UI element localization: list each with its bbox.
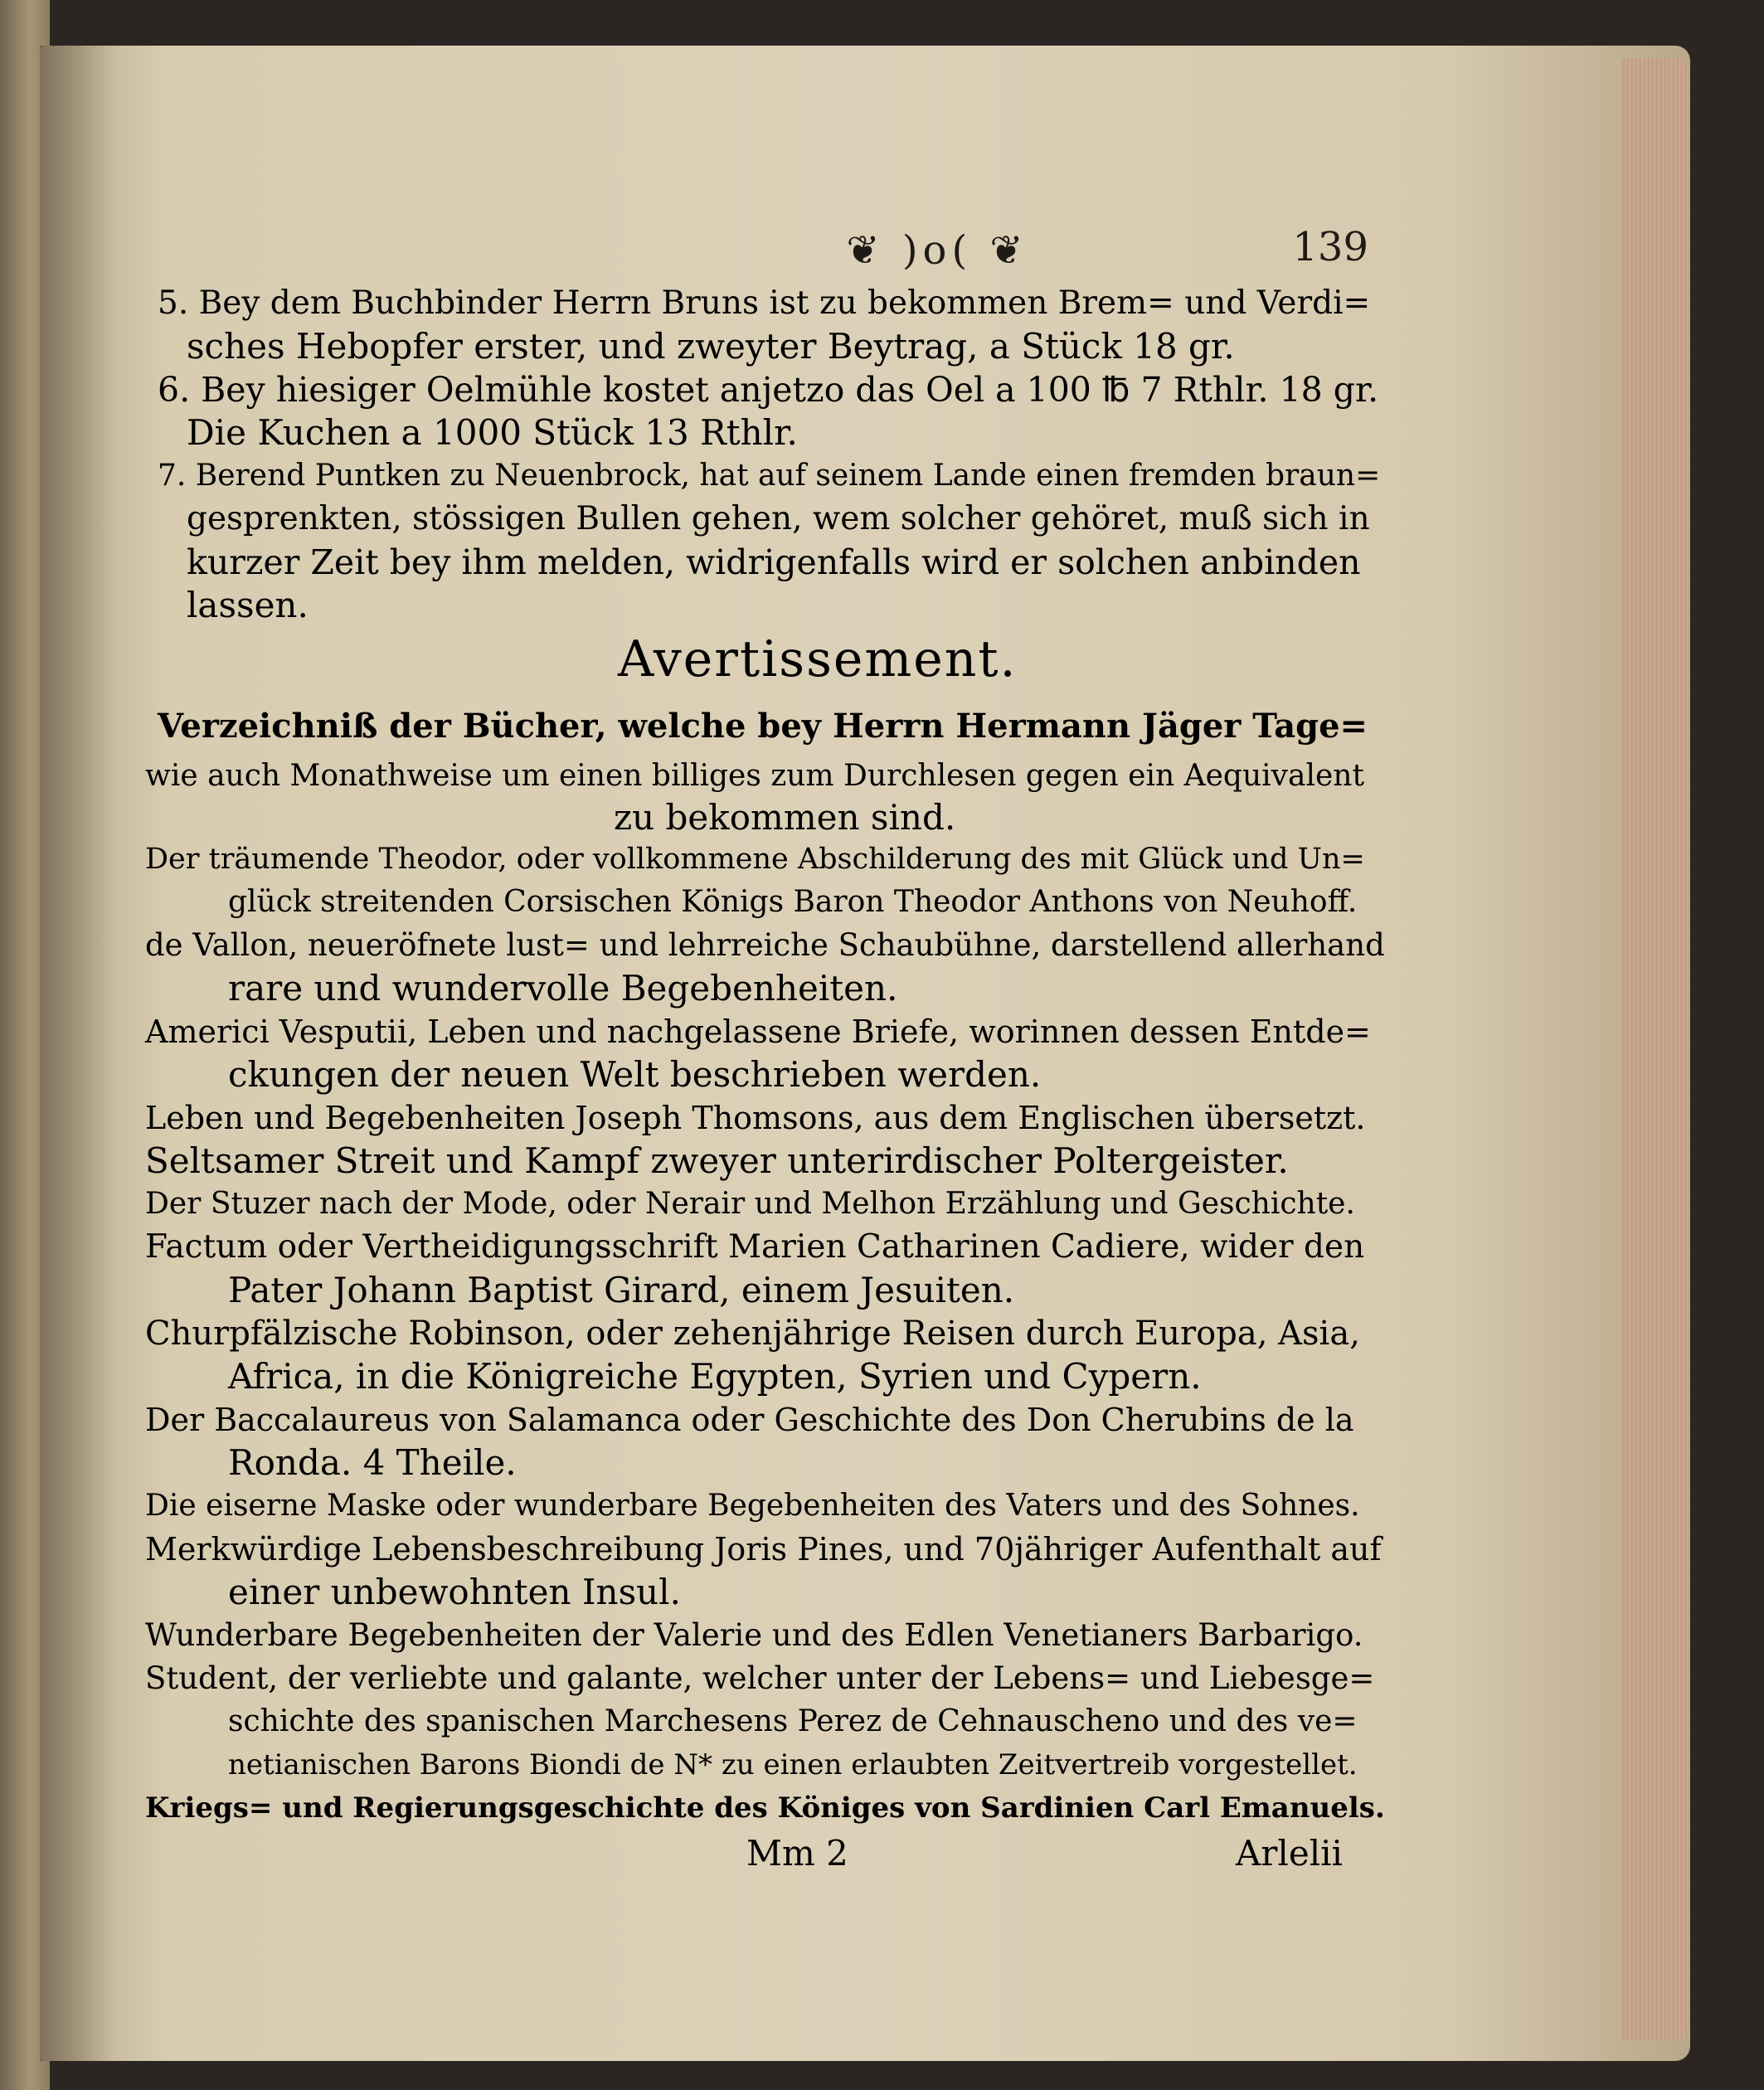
book-line: Student, der verliebte und galante, welcher unter der Lebens= und Liebesge=	[145, 1660, 1375, 1696]
avertissement-heading: Avertissement.	[618, 630, 1018, 688]
book-line: schichte des spanischen Marchesens Perez de Cehnauscheno und des ve=	[228, 1704, 1358, 1738]
book-line: Pater Johann Baptist Girard, einem Jesuiten.	[228, 1270, 1015, 1310]
item-5-line-2: sches Hebopfer erster, und zweyter Beytrag, a Stück 18 gr.	[187, 326, 1235, 367]
book-line: Seltsamer Streit und Kampf zweyer unterirdischer Poltergeister.	[145, 1140, 1289, 1181]
book-line: Americi Vesputii, Leben und nachgelassene Briefe, worinnen dessen Entde=	[145, 1013, 1371, 1050]
book-line: Der träumende Theodor, oder vollkommene Abschilderung des mit Glück und Un=	[145, 843, 1365, 876]
book-line: glück streitenden Corsischen Königs Baron Theodor Anthons von Neuhoff.	[228, 885, 1358, 919]
book-line: Ronda. 4 Theile.	[228, 1442, 517, 1483]
item-7-line-4: lassen.	[187, 585, 309, 625]
book-line: de Vallon, neueröfnete lust= und lehrreiche Schaubühne, darstellend allerhand	[145, 927, 1385, 963]
book-line: Kriegs= und Regierungsgeschichte des Königes von Sardinien Carl Emanuels.	[145, 1791, 1385, 1825]
book-line: einer unbewohnten Insul.	[228, 1572, 681, 1612]
page-fore-edge	[1621, 58, 1688, 2040]
book-line: Africa, in die Königreiche Egypten, Syrien und Cypern.	[228, 1356, 1202, 1397]
book-line: Der Stuzer nach der Mode, oder Nerair und Melhon Erzählung und Geschichte.	[145, 1187, 1355, 1221]
catchword: Arlelii	[1236, 1833, 1343, 1874]
book-line: Merkwürdige Lebensbeschreibung Joris Pines, und 70jähriger Aufenthalt auf	[145, 1531, 1382, 1568]
item-7-line-3: kurzer Zeit bey ihm melden, widrigenfalls wird er solchen anbinden	[187, 542, 1361, 582]
running-header	[639, 224, 1368, 274]
book-line: Der Baccalaureus von Salamanca oder Geschichte des Don Cherubins de la	[145, 1402, 1354, 1438]
book-line: ckungen der neuen Welt beschrieben werden.	[228, 1054, 1042, 1095]
list-title-line-3: zu bekommen sind.	[614, 797, 956, 838]
item-7-line-1: 7. Berend Puntken zu Neuenbrock, hat auf seinem Lande einen fremden braun=	[158, 459, 1381, 493]
book-line: Die eiserne Maske oder wunderbare Begebenheiten des Vaters und des Sohnes.	[145, 1489, 1360, 1523]
item-7-line-2: gesprenkten, stössigen Bullen gehen, wem solcher gehöret, muß sich in	[187, 500, 1370, 537]
header-ornament: ❦ )o( ❦	[846, 227, 1028, 274]
book-line: rare und wundervolle Begebenheiten.	[228, 968, 898, 1009]
book-line: netianischen Barons Biondi de N* zu einen erlaubten Zeitvertreib vorgestellet.	[228, 1748, 1358, 1781]
gutter-shadow	[40, 46, 114, 2061]
item-5-line-1: 5. Bey dem Buchbinder Herrn Bruns ist zu bekommen Brem= und Verdi=	[158, 284, 1371, 322]
page-number: 139	[1292, 224, 1368, 270]
signature-mark: Mm 2	[746, 1833, 848, 1874]
book-line: Churpfälzische Robinson, oder zehenjährige Reisen durch Europa, Asia,	[145, 1315, 1360, 1353]
book-line: Leben und Begebenheiten Joseph Thomsons, aus dem Englischen übersetzt.	[145, 1100, 1366, 1136]
list-title-line-1: Verzeichniß der Bücher, welche bey Herrn Hermann Jäger Tage=	[158, 707, 1368, 746]
book-line: Wunderbare Begebenheiten der Valerie und des Edlen Venetianers Barbarigo.	[145, 1617, 1363, 1653]
list-title-line-2: wie auch Monathweise um einen billiges zum Durchlesen gegen ein Aequivalent	[145, 759, 1364, 793]
item-6-line-2: Die Kuchen a 1000 Stück 13 Rthlr.	[187, 412, 798, 453]
book-line: Factum oder Vertheidigungsschrift Marien Catharinen Cadiere, wider den	[145, 1228, 1365, 1266]
item-6-line-1: 6. Bey hiesiger Oelmühle kostet anjetzo das Oel a 100 ℔ 7 Rthlr. 18 gr.	[158, 370, 1379, 410]
